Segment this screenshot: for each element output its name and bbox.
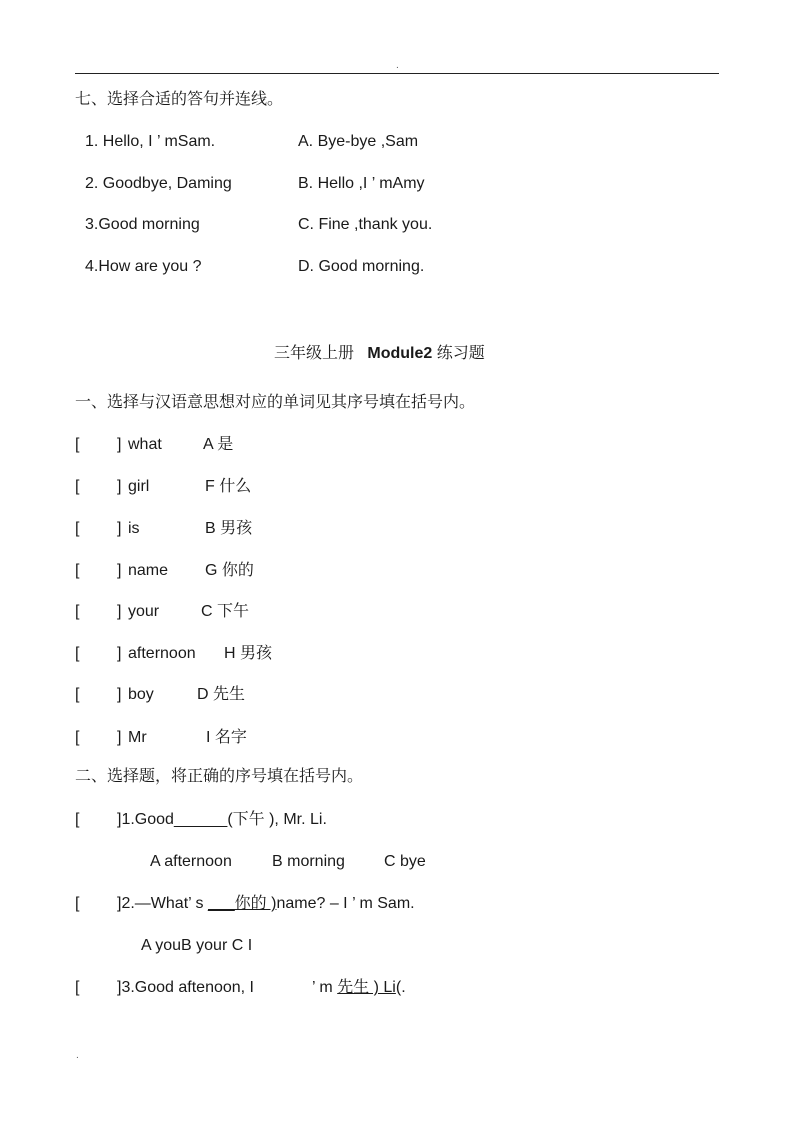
bracket-open: [ — [75, 478, 80, 495]
q1-option-c: C bye — [384, 853, 426, 870]
word: what — [128, 436, 162, 453]
bracket-open: [ — [75, 645, 80, 662]
q1-option-b: B morning — [272, 853, 345, 870]
section7-heading: 七、选择合适的答句并连线。 — [75, 91, 284, 108]
section7-left-4: 4.How are you ? — [85, 258, 202, 275]
q2-text-b: name? – I ’ m Sam. — [276, 895, 415, 912]
q2-blank: ___你的 ) — [207, 895, 277, 912]
section7-left-2: 2. Goodbye, Daming — [85, 175, 232, 192]
option: C 下午 — [201, 603, 250, 620]
section7-left-3: 3.Good morning — [85, 216, 200, 233]
option: B 男孩 — [205, 520, 253, 537]
section7-right-3: C. Fine ,thank you. — [298, 216, 433, 233]
q2-stem — [117, 894, 415, 914]
q3-stem-tail — [312, 978, 406, 998]
bracket-close: ] — [117, 603, 122, 620]
option: G 你的 — [205, 562, 254, 579]
part2-heading: 二、选择题，将正确的序号填在括号内。 — [75, 768, 364, 785]
q3-stem — [117, 978, 254, 998]
word: is — [128, 520, 140, 537]
bracket-open: [ — [75, 729, 80, 746]
bracket-open: [ — [75, 520, 80, 537]
word: name — [128, 562, 169, 579]
option: A 是 — [203, 436, 234, 453]
bracket-close: ] — [117, 520, 122, 537]
option: F 什么 — [205, 478, 252, 495]
q2-text-a: ]2.—What’ s — [117, 895, 208, 912]
bracket-close: ] — [117, 436, 122, 453]
q1-stem — [117, 810, 327, 830]
footer-dot: . — [76, 1050, 79, 1061]
title-module: Module2 — [367, 345, 433, 362]
bracket-open: [ — [75, 562, 80, 579]
q3-bracket-open: [ — [75, 979, 80, 996]
bracket-open: [ — [75, 686, 80, 703]
word: Mr — [128, 729, 147, 746]
q3-text-c: (. — [395, 979, 406, 996]
word: girl — [128, 478, 150, 495]
q3-text-a: ]3.Good aftenoon, I — [117, 979, 254, 996]
header-rule — [75, 73, 719, 74]
option: D 先生 — [197, 686, 246, 703]
bracket-close: ] — [117, 562, 122, 579]
bracket-close: ] — [117, 478, 122, 495]
q1-blank: ______ — [173, 811, 228, 828]
header-dot: . — [396, 60, 399, 71]
word: afternoon — [128, 645, 196, 662]
q1-bracket-open: [ — [75, 811, 80, 828]
q2-bracket-open: [ — [75, 895, 80, 912]
page-title — [274, 344, 485, 364]
part1-heading: 一、选择与汉语意思想对应的单词见其序号填在括号内。 — [75, 394, 476, 411]
section7-right-4: D. Good morning. — [298, 258, 425, 275]
word: your — [128, 603, 160, 620]
bracket-open: [ — [75, 603, 80, 620]
q1-text-b: (下午 ), Mr. Li. — [227, 811, 327, 828]
bracket-open: [ — [75, 436, 80, 453]
option: H 男孩 — [224, 645, 273, 662]
q3-underlined: 先生 ) Li — [337, 979, 396, 996]
title-suffix: 练习题 — [436, 345, 485, 362]
q3-text-b: ’ m — [312, 979, 338, 996]
title-prefix: 三年级上册 — [274, 345, 355, 362]
bracket-close: ] — [117, 729, 122, 746]
q1-text-a: ]1.Good — [117, 811, 174, 828]
q1-option-a: A afternoon — [150, 853, 232, 870]
section7-right-1: A. Bye-bye ,Sam — [298, 133, 419, 150]
section7-left-1: 1. Hello, I ’ mSam. — [85, 133, 216, 150]
bracket-close: ] — [117, 645, 122, 662]
bracket-close: ] — [117, 686, 122, 703]
q2-options: A youB your C I — [141, 937, 253, 954]
option: I 名字 — [206, 729, 247, 746]
word: boy — [128, 686, 154, 703]
section7-right-2: B. Hello ,I ’ mAmy — [298, 175, 425, 192]
